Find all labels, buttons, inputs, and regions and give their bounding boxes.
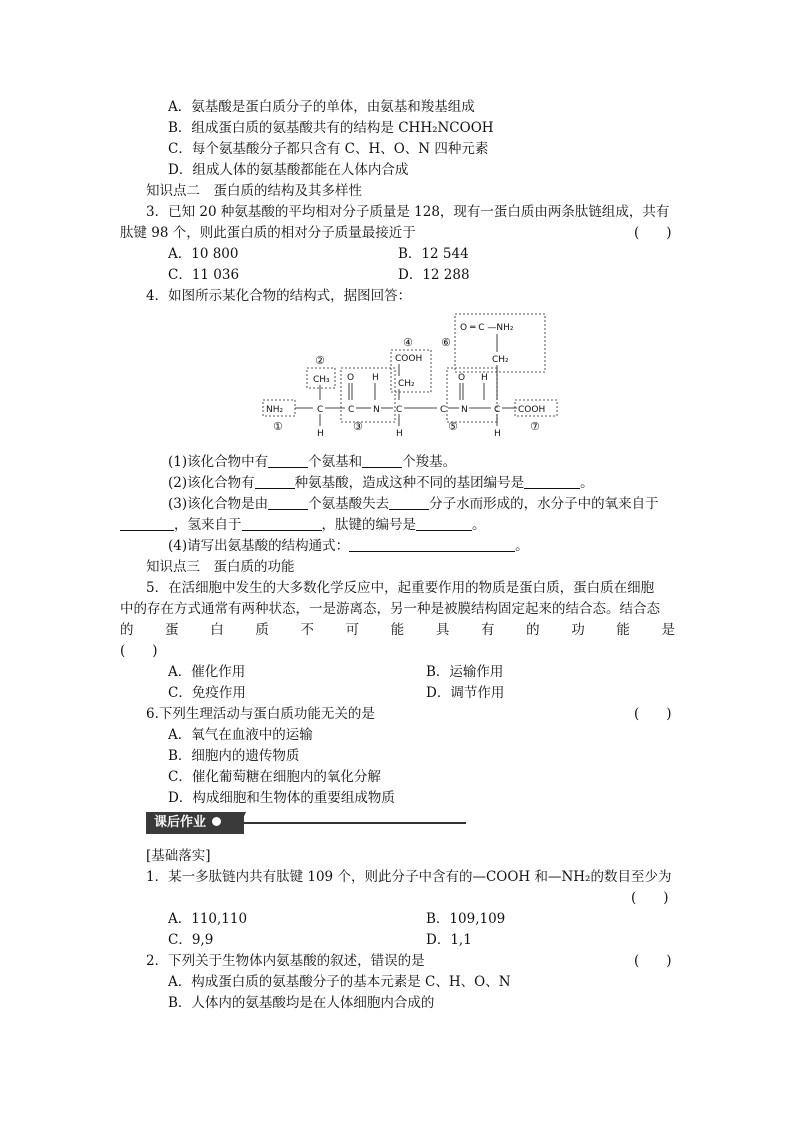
q1-option-b: B．组成蛋白质的氨基酸共有的结构是 CHH₂NCOOH — [168, 120, 494, 136]
q6-option-b: B．细胞内的遗传物质 — [168, 748, 300, 764]
q6-option-a: A．氧气在血液中的运输 — [168, 727, 313, 743]
hydrogen-n2: H — [481, 373, 488, 383]
q4-subquestion-3-line2: ，氢来自于 ，肽键的编号是 。 — [120, 515, 486, 535]
label-4: ④ — [403, 336, 413, 349]
box-5 — [447, 368, 497, 422]
q5-option-a: A．催化作用 — [168, 664, 246, 680]
carbonyl-c-2: C — [440, 405, 447, 415]
label-6: ⑥ — [441, 336, 451, 349]
cooh-side-label: COOH — [395, 354, 423, 364]
label-2: ② — [315, 354, 325, 367]
ch3-label: CH₃ — [313, 375, 330, 385]
q3-option-a: A．10 800 — [168, 246, 239, 262]
q4-stem: 4．如图所示某化合物的结构式，据图回答： — [146, 288, 412, 304]
q1-option-d: D．组成人体的氨基酸都能在人体内合成 — [168, 162, 409, 178]
q1-option-a: A．氨基酸是蛋白质分子的单体，由氨基和羧基组成 — [168, 99, 475, 115]
q4-subquestion-3-line1: (3)该化合物是由 个氨基酸失去 分子水而形成的，水分子中的氧来自于 — [168, 496, 659, 512]
alpha-c-3: C — [494, 405, 501, 415]
p2-answer-paren: ( ) — [634, 953, 672, 969]
ch2b-label: CH₂ — [492, 355, 509, 365]
q5-stem-line1: 5．在活细胞中发生的大多数化学反应中，起重要作用的物质是蛋白质，蛋白质在细胞 — [146, 580, 655, 596]
bullet-icon — [212, 817, 221, 826]
section-title: 课后作业 — [154, 815, 207, 830]
p2-option-b: B．人体内的氨基酸均是在人体细胞内合成的 — [168, 995, 435, 1011]
q4-subquestion-1: (1)该化合物中有 个氨基和 个羧基。 — [168, 454, 457, 470]
blank-general-formula[interactable] — [349, 537, 515, 552]
ch2-label: CH₂ — [398, 379, 415, 389]
oxygen-1: O — [347, 373, 355, 383]
nh2-label: NH₂ — [266, 405, 284, 415]
p1-option-b: B．109,109 — [426, 911, 506, 927]
hydrogen-c1: H — [317, 429, 324, 439]
q5-option-b: B．运输作用 — [426, 664, 504, 680]
carbonyl-c-1: C — [348, 405, 355, 415]
amide-n-2: N — [461, 405, 468, 415]
q5-option-c: C．免疫作用 — [168, 685, 246, 701]
q4-subquestion-2: (2)该化合物有 种氨基酸，造成这种不同的基团编号是 。 — [168, 475, 594, 491]
q6-stem: 6.下列生理活动与蛋白质功能无关的是 — [146, 706, 375, 722]
q3-stem-line2: 肽键 98 个，则此蛋白质的相对分子质量最接近于 — [120, 225, 416, 241]
hydrogen-c3: H — [494, 429, 501, 439]
amide-n-1: N — [373, 405, 380, 415]
hydrogen-c2: H — [396, 429, 403, 439]
blank-group-numbers[interactable] — [524, 474, 580, 489]
blank-amino-acid-number[interactable] — [268, 495, 308, 510]
alpha-c-1: C — [317, 405, 324, 415]
section-divider — [244, 822, 466, 824]
label-1: ① — [273, 420, 283, 433]
blank-peptide-bond-number[interactable] — [416, 516, 472, 531]
blank-oxygen-source[interactable] — [120, 516, 174, 531]
p1-answer-paren: ( ) — [631, 890, 669, 906]
q3-stem-line1: 3．已知 20 种氨基酸的平均相对分子质量是 128，现有一蛋白质由两条肽链组成，共有 — [146, 204, 670, 220]
blank-amino-acid-kinds[interactable] — [255, 474, 295, 489]
label-3: ③ — [353, 420, 363, 433]
blank-amino-count[interactable] — [268, 453, 308, 468]
p1-option-a: A．110,110 — [168, 911, 248, 927]
oxygen-2: O — [458, 373, 466, 383]
q4-subquestion-4: (4)请写出氨基酸的结构通式： 。 — [168, 538, 529, 554]
blank-carboxyl-count[interactable] — [362, 453, 402, 468]
q6-option-c: C．催化葡萄糖在细胞内的氧化分解 — [168, 769, 381, 785]
knowledge-point-2: 知识点二 蛋白质的结构及其多样性 — [146, 183, 362, 199]
p1-option-c: C．9,9 — [168, 932, 214, 948]
cooh-end-label: COOH — [518, 405, 546, 415]
q5-option-d: D．调节作用 — [426, 685, 505, 701]
label-7: ⑦ — [530, 420, 540, 433]
q5-answer-paren: ( ) — [120, 643, 158, 659]
top-group-label: O ═ C —NH₂ — [460, 323, 514, 333]
q6-answer-paren: ( ) — [634, 706, 672, 722]
p2-stem: 2．下列关于生物体内氨基酸的叙述，错误的是 — [146, 953, 425, 969]
q3-option-c: C．11 036 — [168, 267, 240, 283]
q3-option-d: D．12 288 — [398, 267, 470, 283]
blank-hydrogen-source[interactable] — [242, 516, 322, 531]
basic-heading: [基础落实] — [146, 848, 211, 864]
q5-stem-line2: 中的存在方式通常有两种状态，一是游离态，另一种是被膜结构固定起来的结合态。结合态 — [120, 601, 660, 617]
q1-option-c: C．每个氨基酸分子都只含有 C、H、O、N 四种元素 — [168, 141, 489, 157]
alpha-c-2: C — [396, 405, 403, 415]
q3-answer-paren: ( ) — [634, 225, 672, 241]
section-banner — [146, 812, 244, 834]
knowledge-point-3: 知识点三 蛋白质的功能 — [146, 559, 295, 575]
structural-formula-diagram — [255, 310, 565, 440]
p2-option-a: A．构成蛋白质的氨基酸分子的基本元素是 C、H、O、N — [168, 974, 511, 990]
q6-option-d: D．构成细胞和生物体的重要组成物质 — [168, 790, 395, 806]
q3-option-b: B．12 544 — [398, 246, 469, 262]
p1-option-d: D．1,1 — [426, 932, 472, 948]
label-5: ⑤ — [448, 420, 458, 433]
hydrogen-n1: H — [372, 373, 379, 383]
q5-stem-line3: 的 蛋 白 质 不 可 能 具 有 的 功 能 是 — [120, 622, 675, 638]
blank-water-molecules[interactable] — [389, 495, 429, 510]
p1-stem: 1．某一多肽链内共有肽键 109 个，则此分子中含有的—COOH 和—NH₂的数目至少为 — [146, 869, 672, 885]
